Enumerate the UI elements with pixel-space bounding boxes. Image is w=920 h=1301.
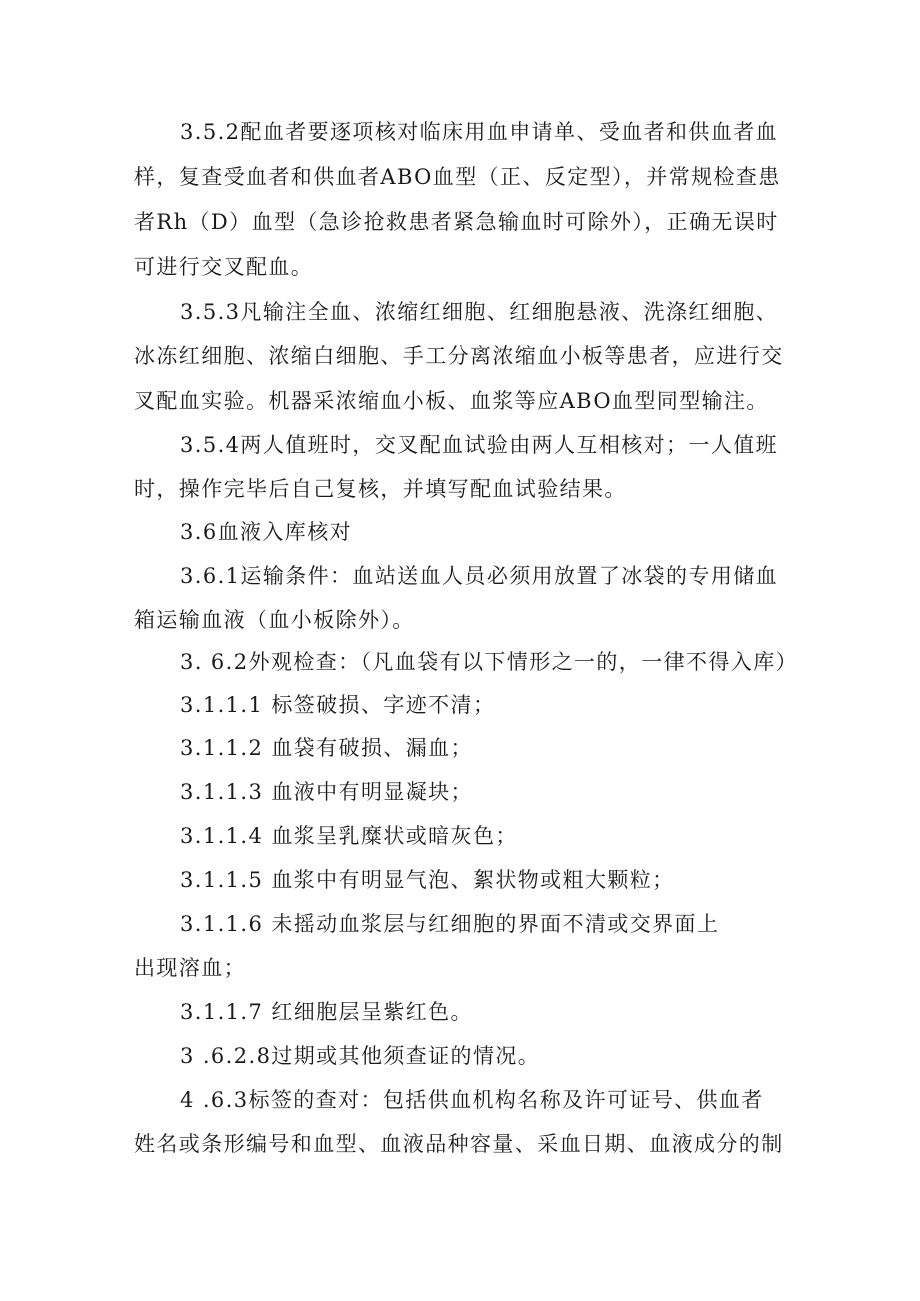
list-item-3-1-1-5: 3.1.1.5 血浆中有明显气泡、絮状物或粗大颗粒； [180,868,675,892]
list-item-3-1-1-6-line-2: 出现溶血； [134,956,246,980]
paragraph-3-5-3-line-2: 冰冻红细胞、浓缩白细胞、手工分离浓缩血小板等患者，应进行交 [134,344,784,368]
paragraph-4-6-3-line-2: 姓名或条形编号和血型、血液品种容量、采血日期、血液成分的制 [134,1132,784,1156]
list-item-3-1-1-3: 3.1.1.3 血液中有明显凝块； [180,780,473,804]
paragraph-3-5-2-line-3: 者Rh（D）血型（急诊抢救患者紧急输血时可除外），正确无误时 [134,210,779,234]
paragraph-3-5-4-line-2: 时，操作完毕后自己复核，并填写配血试验结果。 [134,477,627,501]
paragraph-3-5-3-line-3: 叉配血实验。机器采浓缩血小板、血浆等应ABO血型同型输注。 [134,389,769,413]
list-item-3-1-1-6-line-1: 3.1.1.6 未摇动血浆层与红细胞的界面不清或交界面上 [180,912,720,936]
paragraph-3-5-2-line-2: 样，复查受血者和供血者ABO血型（正、反定型），并常规检查患 [134,165,781,189]
list-item-3-1-1-4: 3.1.1.4 血浆呈乳糜状或暗灰色； [180,824,518,848]
section-heading-3-6: 3.6血液入库核对 [180,520,352,544]
paragraph-4-6-3-line-1: 4 .6.3标签的查对：包括供血机构名称及许可证号、供血者 [180,1088,764,1112]
paragraph-3-6-2-8: 3 .6.2.8过期或其他须查证的情况。 [180,1044,541,1068]
paragraph-3-6-2: 3. 6.2外观检查：（凡血袋有以下情形之一的，一律不得入库） [180,650,799,674]
list-item-3-1-1-1: 3.1.1.1 标签破损、字迹不清； [180,693,496,717]
paragraph-3-5-2-line-1: 3.5.2配血者要逐项核对临床用血申请单、受血者和供血者血 [180,120,779,144]
paragraph-3-5-3-line-1: 3.5.3凡输注全血、浓缩红细胞、红细胞悬液、洗涤红细胞、 [180,300,779,324]
paragraph-3-6-1-line-1: 3.6.1运输条件：血站送血人员必须用放置了冰袋的专用储血 [180,564,779,588]
paragraph-3-5-2-line-4: 可进行交叉配血。 [134,255,314,279]
paragraph-3-5-4-line-1: 3.5.4两人值班时，交叉配血试验由两人互相核对；一人值班 [180,433,779,457]
paragraph-3-6-1-line-2: 箱运输血液（血小板除外）。 [134,608,415,632]
list-item-3-1-1-2: 3.1.1.2 血袋有破损、漏血； [180,736,473,760]
list-item-3-1-1-7: 3.1.1.7 红细胞层呈紫红色。 [180,1000,473,1024]
